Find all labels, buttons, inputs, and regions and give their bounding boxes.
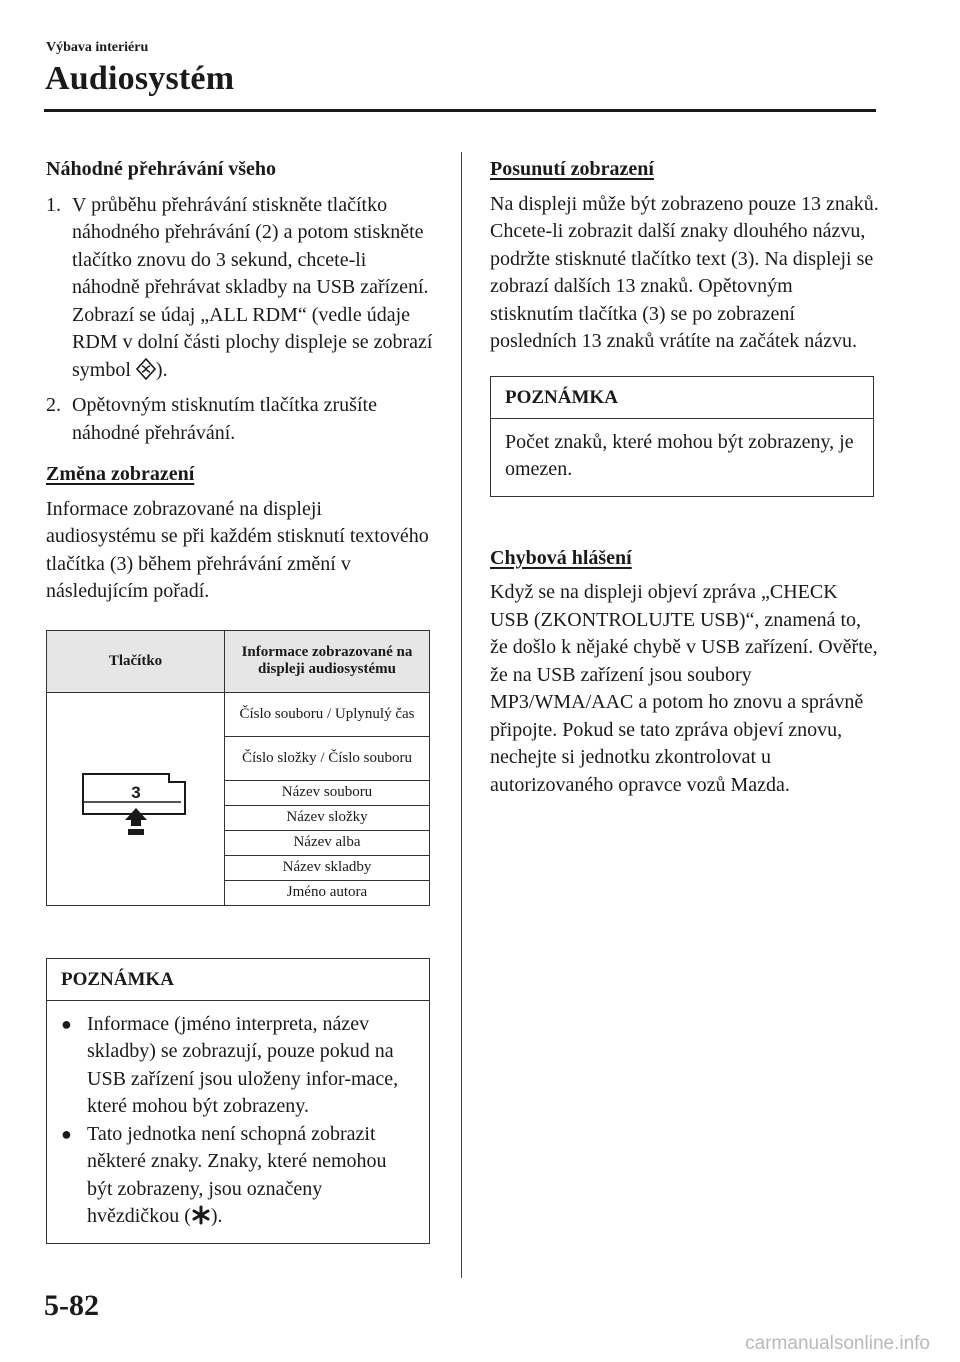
table-cell-info: Název složky xyxy=(225,805,430,830)
scroll-display-heading: Posunutí zobrazení xyxy=(490,158,654,180)
display-change-heading: Změna zobrazení xyxy=(46,463,195,485)
step-text: V průběhu přehrávání stiskněte tlačítko náhodného přehrávání (2) a potom stiskněte tlačítko znovu do 3 sekund, chcete-li náhodně přehrávat skladby na USB zařízení. Zobrazí se údaj „ALL RDM“ (vedle údaje RDM v dolní části plochy displeje se zobrazí symbol xyxy=(72,193,433,381)
step-number: 2. xyxy=(46,394,61,416)
random-play-heading: Náhodné přehrávání všeho xyxy=(46,158,277,180)
table-cell-info: Název skladby xyxy=(225,855,430,880)
step-item xyxy=(46,192,434,385)
table-header-button: Tlačítko xyxy=(47,630,225,692)
text-button-3-icon xyxy=(81,746,191,846)
table-cell-info: Číslo souboru / Uplynulý čas xyxy=(225,692,430,736)
step-number: 1. xyxy=(46,193,61,216)
page-title: Audiosystém xyxy=(45,60,235,97)
note-item-text: Informace (jméno interpreta, název skladby) se zobrazují, pouze pokud na USB zařízení jsou uloženy infor-mace, které mohou být zobrazeny. xyxy=(87,1012,399,1117)
note-item xyxy=(61,1011,415,1121)
table-header-row xyxy=(47,630,430,692)
random-play-steps xyxy=(46,192,434,448)
column-divider xyxy=(461,152,462,1278)
scroll-display-text: Na displeji může být zobrazeno pouze 13 znaků. Chcete-li zobrazit další znaky dlouhého názvu, podržte stisknuté tlačítko text (3). Na displeji se zobrazí dalších 13 znaků. Opětovným stisknutím tlačítka (3) se po zobrazení posledních 13 znaků vrátíte na začátek názvu. xyxy=(490,192,879,352)
note-body xyxy=(47,1001,429,1243)
table-cell-info: Název alba xyxy=(225,830,430,855)
note-item-text-end: ). xyxy=(210,1205,223,1227)
bullet-icon: ● xyxy=(61,1013,72,1034)
note-box-right xyxy=(490,376,874,497)
note-title: POZNÁMKA xyxy=(491,377,873,419)
bullet-icon: ● xyxy=(61,1123,72,1144)
note-item-text: Tato jednotka není schopná zobrazit některé znaky. Znaky, které nemohou být zobrazeny, jsou označeny hvězdičkou ( xyxy=(87,1122,387,1227)
step-item xyxy=(46,392,434,447)
note-title: POZNÁMKA xyxy=(47,959,429,1001)
error-messages-heading: Chybová hlášení xyxy=(490,546,632,569)
left-column xyxy=(46,156,434,1244)
section-label: Výbava interiéru xyxy=(46,40,149,55)
table-cell-info: Číslo složky / Číslo souboru xyxy=(225,736,430,780)
text-button-cell xyxy=(47,692,225,905)
table-row xyxy=(47,692,430,736)
button-number-label: 3 xyxy=(130,783,141,802)
table-cell-info: Název souboru xyxy=(225,780,430,805)
table-cell-info: Jméno autora xyxy=(225,880,430,905)
note-body: Počet znaků, které mohou být zobrazeny, je omezen. xyxy=(505,430,854,480)
error-messages-text: Když se na displeji objeví zpráva „CHECK USB (ZKONTROLUJTE USB)“, znamená to, že došlo k nějaké chybě v USB zařízení. Ověřte, že na USB zařízení jsou soubory MP3/WMA/AAC a potom ho znovu a správně připojte. Pokud se tato zpráva objeví znovu, nechejte si jednotku zkontrolovat u autorizovaného opravce vozů Mazda. xyxy=(490,581,878,796)
step-text-end: ). xyxy=(155,358,168,381)
table-header-info: Informace zobrazované na displeji audiosystému xyxy=(225,630,430,692)
asterisk-icon xyxy=(191,1204,211,1226)
header-rule xyxy=(44,109,876,112)
display-change-text: Informace zobrazované na displeji audiosystému se při každém stisknutí textového tlačítka (3) během přehrávání změní v následujícím pořadí. xyxy=(46,497,429,602)
step-text: Opětovným stisknutím tlačítka zrušíte náhodné přehrávání. xyxy=(72,394,377,444)
watermark: carmanualsonline.info xyxy=(745,1333,930,1354)
note-box-left xyxy=(46,958,430,1244)
right-column xyxy=(490,156,880,805)
note-item xyxy=(61,1121,415,1231)
display-order-table xyxy=(46,630,430,906)
page-number: 5-82 xyxy=(44,1289,99,1322)
random-shuffle-icon xyxy=(136,358,156,380)
